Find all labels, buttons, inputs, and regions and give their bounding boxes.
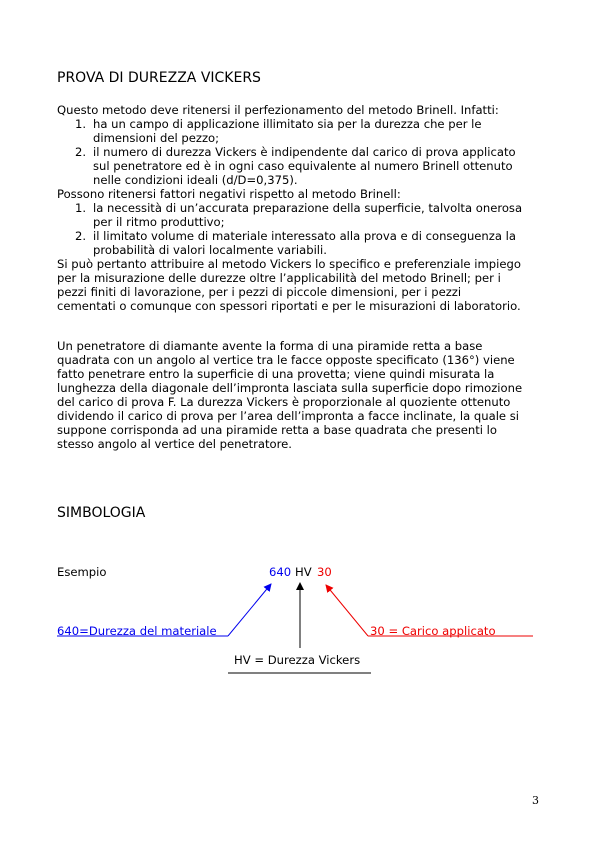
paragraph-line: Un penetratore di diamante avente la forma di una piramide retta a base	[57, 339, 483, 353]
paragraph-line: stesso angolo al vertice del penetratore.	[57, 437, 292, 451]
paragraph-line: dividendo il carico di prova per l’area dell’impronta a facce inclinate, la quale si	[57, 409, 519, 423]
paragraph-line: cementati o comunque con spessori riportati e per le misurazioni di laboratorio.	[57, 299, 521, 313]
paragraph-line: suppone corrisponda ad una piramide retta a base quadrata che presenti lo	[57, 423, 498, 437]
list-line: probabilità di valori localmente variabili.	[93, 243, 327, 257]
negatives-intro-text: Possono ritenersi fattori negativi rispetto al metodo Brinell:	[57, 187, 401, 201]
list-number: 1.	[75, 201, 87, 215]
list-line: sul penetratore ed è in ogni caso equivalente al numero Brinell ottenuto	[93, 159, 513, 173]
page-title: PROVA DI DUREZZA VICKERS	[57, 70, 261, 86]
list-line: il numero di durezza Vickers è indipendente dal carico di prova applicato	[93, 145, 516, 159]
paragraph-line: per la misurazione delle durezze oltre l’applicabilità del metodo Brinell; per i	[57, 271, 501, 285]
list-line: nelle condizioni ideali (d/D=0,375).	[93, 173, 298, 187]
paragraph-line: pezzi finiti di lavorazione, per i pezzi di piccole dimensioni, per i pezzi	[57, 285, 462, 299]
hardness-arrow	[228, 584, 271, 636]
list-number: 2.	[75, 229, 87, 243]
list-line: il limitato volume di materiale interessato alla prova e di conseguenza la	[93, 229, 516, 243]
intro-text: Questo metodo deve ritenersi il perfezionamento del metodo Brinell. Infatti:	[57, 103, 499, 117]
example-label: Esempio	[57, 565, 107, 579]
hardness-caption: 640=Durezza del materiale	[57, 624, 217, 638]
list-line: per il ritmo produttivo;	[93, 215, 225, 229]
list-line: la necessità di un’accurata preparazione della superficie, talvolta onerosa	[93, 201, 523, 215]
list-number: 2.	[75, 145, 87, 159]
hardness-value: 640	[269, 565, 292, 579]
list-line: dimensioni del pezzo;	[93, 131, 220, 145]
load-arrow	[326, 585, 368, 636]
symbology-title: SIMBOLOGIA	[57, 505, 146, 521]
hv-caption: HV = Durezza Vickers	[234, 653, 361, 667]
hv-symbol: HV	[295, 565, 312, 579]
list-number: 1.	[75, 117, 87, 131]
paragraph-line: quadrata con un angolo al vertice tra le facce opposte specificato (136°) viene	[57, 353, 515, 367]
paragraph-line: Si può pertanto attribuire al metodo Vickers lo specifico e preferenziale impiego	[57, 257, 521, 271]
paragraph-line: del carico di prova F. La durezza Vickers è proporzionale al quoziente ottenuto	[57, 395, 511, 409]
load-value: 30	[317, 565, 332, 579]
load-caption: 30 = Carico applicato	[370, 624, 496, 638]
page-number: 3	[532, 794, 539, 807]
paragraph-line: lunghezza della diagonale dell’impronta lasciata sulla superficie dopo rimozione	[57, 381, 523, 395]
list-line: ha un campo di applicazione illimitato sia per la durezza che per le	[93, 117, 482, 131]
paragraph-line: fatto penetrare entro la superficie di una provetta; viene quindi misurata la	[57, 367, 495, 381]
